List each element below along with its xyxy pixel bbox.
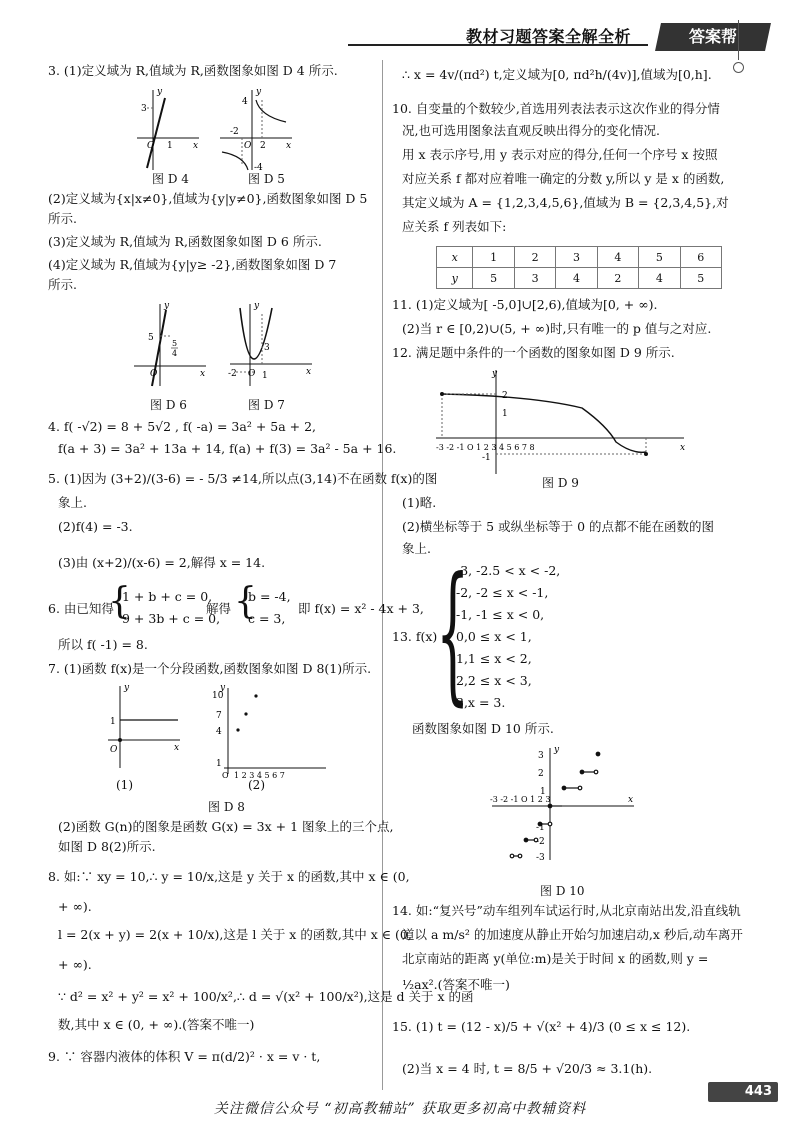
svg-text:-1: -1 [536, 823, 545, 833]
caption-d8-2: (2) [248, 778, 265, 792]
figure-d8-1 [104, 682, 184, 772]
svg-text:1: 1 [262, 371, 268, 381]
answer-8e: ∵ d² = x² + y² = x² + 100/x²,∴ d = √(x² + 100/x²),这是 d 关于 x 的函 [58, 989, 474, 1004]
answer-10a: 10. 自变量的个数较少,首选用列表法表示这次作业的得分情 [392, 101, 720, 116]
answer-3-3: (3)定义域为 R,值域为 R,函数图象如图 D 6 所示. [48, 234, 322, 249]
answer-12: 12. 满足题中条件的一个函数的图象如图 D 9 所示. [392, 345, 675, 360]
svg-text:-1: -1 [482, 453, 491, 463]
brace-6a: { [108, 581, 131, 622]
table-cell: 5 [680, 268, 721, 289]
answer-15b: (2)当 x = 4 时, t = 8/5 + √20/3 ≈ 3.1(h). [402, 1061, 653, 1076]
d7-label-neg2: -2 [228, 369, 237, 379]
svg-text:y: y [124, 683, 130, 693]
d5-label-4: 4 [242, 97, 248, 107]
svg-text:O: O [244, 141, 252, 151]
svg-text:y: y [492, 369, 498, 379]
figure-d4 [133, 86, 203, 172]
figure-d7 [226, 300, 316, 388]
answer-6-solve: 解得 [206, 601, 232, 616]
case-7: 3,x = 3. [456, 695, 506, 710]
d4-label-1: 1 [167, 141, 173, 151]
answer-3-1: 3. (1)定义域为 R,值域为 R,函数图象如图 D 4 所示. [48, 63, 338, 78]
solution-b: b = -4, [248, 589, 291, 604]
case-6: 2,2 ≤ x < 3, [456, 673, 532, 688]
caption-d6: 图 D 6 [150, 398, 187, 412]
svg-text:O: O [248, 369, 256, 379]
bookmark-cord [738, 20, 739, 60]
case-1: -3, -2.5 < x < -2, [456, 563, 561, 578]
answer-10c: 用 x 表示序号,用 y 表示对应的得分,任何一个序号 x 按照 [402, 147, 718, 162]
svg-text:O: O [150, 369, 158, 379]
answer-3-4a: (4)定义域为 R,值域为{y|y≥ -2},函数图象如图 D 7 [48, 257, 337, 272]
answer-15a: 15. (1) t = (12 - x)/5 + √(x² + 4)/3 (0 ≤ x ≤ 12). [392, 1019, 691, 1034]
system-eq-1: 1 + b + c = 0, [122, 589, 213, 604]
answer-14d: ½ax².(答案不唯一) [402, 977, 510, 992]
header-title: 教材习题答案全解全析 [466, 27, 632, 46]
solution-c: c = 3, [248, 611, 286, 626]
answer-8d: + ∞). [58, 957, 92, 972]
d5-branch-right [256, 100, 286, 122]
svg-text:1: 1 [110, 717, 116, 727]
d4-line [147, 98, 165, 168]
d6-label-5-4: 5 [172, 339, 178, 348]
svg-text:y: y [554, 745, 560, 755]
answer-11a: 11. (1)定义域为[ -5,0]∪[2,6),值域为[0, + ∞). [392, 297, 658, 312]
answer-14c: 北京南站的距离 y(单位:m)是关于时间 x 的函数,则 y = [402, 951, 709, 966]
svg-text:y: y [256, 87, 262, 97]
bookmark-ring [733, 62, 744, 73]
svg-text:2: 2 [502, 391, 508, 401]
table-row-y [437, 268, 722, 289]
answer-8b: + ∞). [58, 899, 92, 914]
answer-8f: 数,其中 x ∈ (0, + ∞).(答案不唯一) [58, 1017, 255, 1032]
svg-text:-3 -2 -1 O 1 2 3 4 5: -3 -2 -1 O 1 2 3 4 5 6 7 8 [436, 443, 535, 452]
answer-7-1: 7. (1)函数 f(x)是一个分段函数,函数图象如图 D 8(1)所示. [48, 661, 372, 676]
brace-13: { [436, 546, 470, 720]
answer-12-2a: (2)横坐标等于 5 或纵坐标等于 0 的点都不能在函数的图 [402, 519, 715, 534]
d4-origin: O [147, 141, 155, 151]
table-header-x: x [437, 247, 473, 268]
svg-text:O: O [110, 745, 118, 755]
svg-text:x: x [174, 743, 180, 753]
svg-text:O: O [222, 771, 229, 778]
answer-14b: 道以 a m/s² 的加速度从静止开始匀加速启动,x 秒后,动车离开 [402, 927, 743, 942]
d8-2-point-1 [236, 728, 239, 731]
table-cell: 4 [639, 268, 680, 289]
figure-d8-2 [210, 682, 330, 778]
caption-d4: 图 D 4 [152, 172, 189, 186]
table-header-y: y [437, 268, 473, 289]
answer-13b: 函数图象如图 D 10 所示. [412, 721, 554, 736]
svg-text:1: 1 [502, 409, 508, 419]
svg-text:1: 1 [540, 787, 546, 797]
d4-y-label: y [157, 87, 163, 97]
d4-label-3: 3 [141, 104, 147, 114]
answer-8c: l = 2(x + y) = 2(x + 10/x),这是 l 关于 x 的函数,其中 x ∈ (0, [58, 927, 412, 942]
d6-label-5: 5 [148, 333, 154, 343]
answer-3-2b: 所示. [48, 211, 77, 226]
caption-d8: 图 D 8 [208, 800, 245, 814]
answer-11b: (2)当 r ∈ [0,2)∪(5, + ∞)时,只有唯一的 p 值与之对应. [402, 321, 712, 336]
figure-d9 [432, 366, 692, 476]
svg-text:1 2 3 4 5 6 7: 1 2 3 4 5 6 7 [234, 771, 285, 778]
answer-3-4b: 所示. [48, 277, 77, 292]
table-cell: 5 [639, 247, 680, 268]
table-cell: 2 [514, 247, 555, 268]
brace-6b: { [234, 581, 257, 622]
table-cell: 2 [597, 268, 638, 289]
answer-12-1: (1)略. [402, 495, 437, 510]
footer-note: 关注微信公众号 “初高教辅站” 获取更多初高中教辅资料 [213, 1101, 587, 1117]
answer-12-2b: 象上. [402, 541, 431, 556]
d5-label-2: 2 [260, 141, 266, 151]
answer-4b: f(a + 3) = 3a² + 13a + 14, f(a) + f(3) = 3a² - 5a + 16. [58, 441, 397, 456]
answer-4a: 4. f( -√2) = 8 + 5√2 , f( -a) = 3a² + 5a + 2, [48, 419, 317, 434]
svg-text:1: 1 [216, 759, 222, 769]
caption-d8-1: (1) [116, 778, 133, 792]
system-eq-2: 9 + 3b + c = 0, [122, 611, 221, 626]
answer-10b: 况,也可选用图象法直观反映出得分的变化情况. [402, 123, 660, 138]
svg-text:7: 7 [216, 711, 222, 721]
answer-14a: 14. 如:“复兴号”动车组列车试运行时,从北京南站出发,沿直线轨 [392, 903, 741, 918]
answer-6-func: 即 f(x) = x² - 4x + 3, [298, 601, 424, 616]
header-brand-text: 答案帮 [688, 27, 737, 46]
table-cell: 4 [597, 247, 638, 268]
svg-text:2: 2 [538, 769, 544, 779]
answer-9b: ∴ x = 4v/(πd²) t,定义域为[0, πd²h/(4v)],值域为[0,h]. [402, 67, 712, 82]
table-cell: 3 [514, 268, 555, 289]
answer-13-label: 13. f(x) = [392, 629, 452, 644]
answer-8a: 8. 如:∵ xy = 10,∴ y = 10/x,这是 y 关于 x 的函数,其中 x ∈ (0, [48, 869, 410, 884]
d7-label-3: 3 [264, 343, 270, 353]
answer-10f: 应关系 f 列表如下: [402, 219, 507, 234]
case-5: 1,1 ≤ x < 2, [456, 651, 532, 666]
d5-label-neg2: -2 [230, 127, 239, 137]
figure-d5 [216, 86, 296, 172]
svg-text:-3 -2 -1 O 1 2 3: -3 -2 -1 O 1 2 3 [490, 795, 551, 804]
case-4: 0,0 ≤ x < 1, [456, 629, 532, 644]
caption-d10: 图 D 10 [540, 884, 585, 898]
svg-text:-2: -2 [536, 837, 545, 847]
svg-text:-3: -3 [536, 853, 545, 863]
answer-9: 9. ∵ 容器内液体的体积 V = π(d/2)² · x = v · t, [48, 1049, 321, 1064]
svg-text:4: 4 [216, 727, 222, 737]
answer-7-2a: (2)函数 G(n)的图象是函数 G(x) = 3x + 1 图象上的三个点, [58, 819, 394, 834]
svg-text:y: y [254, 301, 260, 311]
svg-text:x: x [200, 369, 206, 379]
caption-d7: 图 D 7 [248, 398, 285, 412]
svg-text:x: x [306, 367, 312, 377]
answer-6-intro: 6. 由已知得 [48, 601, 114, 616]
figure-d6 [130, 300, 210, 388]
page-number: 443 [708, 1082, 778, 1102]
d5-label-neg4: -4 [254, 163, 263, 172]
svg-text:x: x [680, 443, 686, 453]
answer-5-3: (3)由 (x+2)/(x-6) = 2,解得 x = 14. [58, 555, 266, 570]
answer-10e: 其定义域为 A = {1,2,3,4,5,6},值域为 B = {2,3,4,5},对 [402, 195, 729, 210]
page-header [348, 20, 800, 56]
score-table [436, 246, 722, 289]
answer-5-1b: 象上. [58, 495, 87, 510]
caption-d5: 图 D 5 [248, 172, 285, 186]
header-brand [655, 23, 771, 51]
d4-x-label: x [193, 141, 199, 151]
answer-6b: 所以 f( -1) = 8. [58, 637, 148, 652]
svg-text:3: 3 [538, 751, 544, 761]
answer-10d: 对应关系 f 都对应着唯一确定的分数 y,所以 y 是 x 的函数, [402, 171, 725, 186]
d8-2-point-2 [244, 712, 247, 715]
answer-7-2b: 如图 D 8(2)所示. [58, 839, 156, 854]
case-2: -2, -2 ≤ x < -1, [456, 585, 549, 600]
table-cell: 6 [680, 247, 721, 268]
svg-text:x: x [286, 141, 292, 151]
table-cell: 1 [473, 247, 514, 268]
svg-text:y: y [164, 301, 170, 311]
answer-5-1a: 5. (1)因为 (3+2)/(3-6) = - 5/3 ≠14,所以点(3,14)不在函数 f(x)的图 [48, 471, 438, 486]
svg-text:10: 10 [212, 691, 224, 701]
d5-branch-left [222, 152, 248, 170]
caption-d9: 图 D 9 [542, 476, 579, 490]
table-cell: 3 [556, 247, 597, 268]
table-cell: 5 [473, 268, 514, 289]
table-row-x [437, 247, 722, 268]
svg-text:4: 4 [172, 349, 178, 358]
figure-d10 [488, 744, 638, 864]
table-cell: 4 [556, 268, 597, 289]
answer-5-2: (2)f(4) = -3. [58, 519, 133, 534]
svg-text:x: x [628, 795, 634, 805]
answer-3-2a: (2)定义域为{x|x≠0},值域为{y|y≠0},函数图象如图 D 5 [48, 191, 368, 206]
svg-text:y: y [220, 683, 226, 693]
d8-2-point-3 [254, 694, 257, 697]
case-3: -1, -1 ≤ x < 0, [456, 607, 545, 622]
